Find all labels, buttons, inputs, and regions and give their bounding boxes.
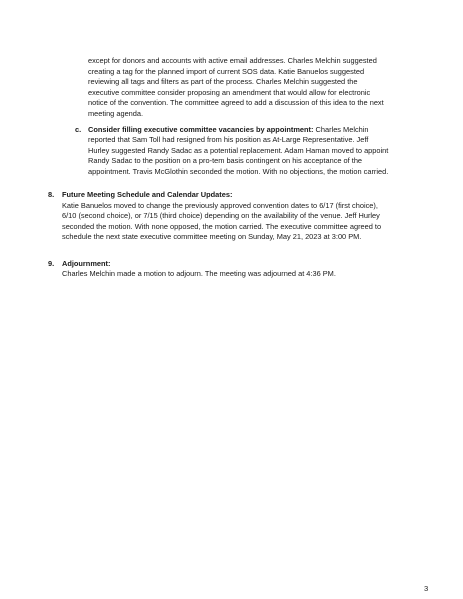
item-9-marker: 9. [48, 258, 55, 268]
item-c-line: Randy Sadac to the position on a pro-tem basis contingent on his acceptance of the [88, 156, 363, 166]
continued-line: executive committee consider proposing an amendment that would allow for electronic [88, 87, 371, 97]
item-8-line: Katie Banuelos moved to change the previously approved convention dates to 6/17 (first choice), [62, 200, 378, 210]
item-8-line: seconded the motion. With none opposed, the motion carried. The executive committee agreed to [62, 221, 382, 231]
continued-line: notice of the convention. The committee agreed to add a discussion of this idea to the next [88, 98, 384, 108]
continued-line: except for donors and accounts with active email addresses. Charles Melchin suggested [88, 56, 377, 65]
item-c-first-line [88, 125, 369, 135]
continued-line: meeting agenda. [88, 109, 144, 118]
page-number: 3 [424, 584, 429, 593]
item-8-line: schedule the next state executive committee meeting on Sunday, May 21, 2023 at 3:00 PM. [62, 232, 362, 242]
item-c-marker: c. [75, 124, 82, 134]
item-8-heading: Future Meeting Schedule and Calendar Updates: [62, 189, 233, 199]
continued-line: creating a tag for the planned import of current SOS data. Katie Banuelos suggested [88, 66, 365, 76]
item-8-marker: 8. [48, 189, 55, 199]
item-c-line: reported that Sam Toll had resigned from his position as At-Large Representative. Jeff [88, 135, 369, 145]
item-c-line: appointment. Travis McGlothin seconded the motion. With no objections, the motion carried. [88, 167, 389, 176]
item-8-line: 6/10 (second choice), or 7/15 (third choice) depending on the availability of the venue. Jeff Hurley [62, 211, 380, 221]
item-c-heading: Consider filling executive committee vacancies by appointment: [88, 124, 314, 134]
item-c-first-line-rest: Charles Melchin [313, 124, 369, 134]
item-9-line: Charles Melchin made a motion to adjourn. The meeting was adjourned at 4:36 PM. [62, 269, 336, 279]
item-c-line: Hurley suggested Randy Sadac as a potential replacement. Adam Haman moved to appoint [88, 145, 389, 155]
item-9-heading: Adjournment: [62, 258, 111, 268]
continued-line: reviewing all tags and filters as part of the process. Charles Melchin suggested the [88, 77, 358, 87]
